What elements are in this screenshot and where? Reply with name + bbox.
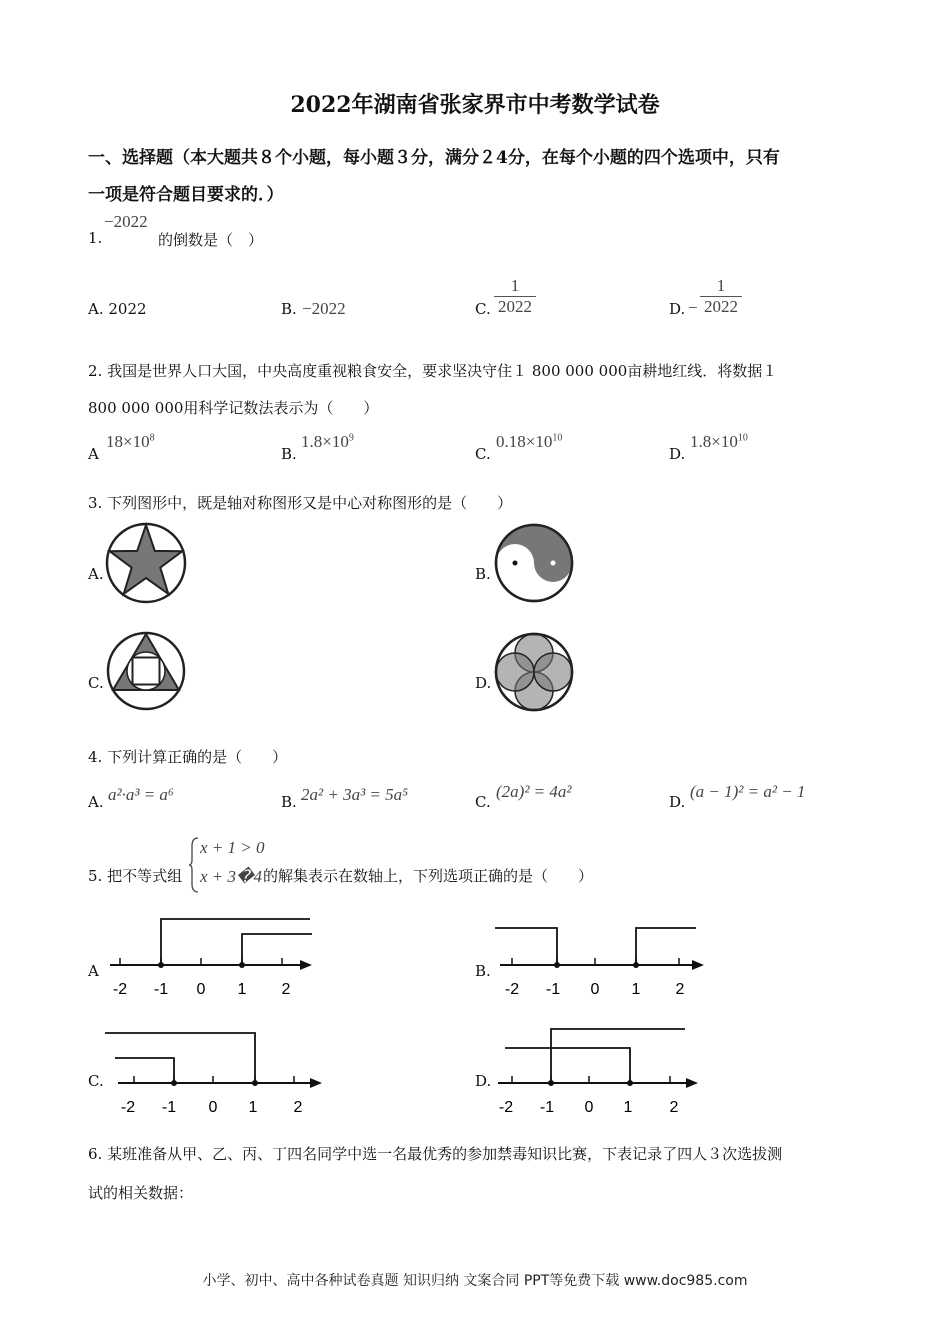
tick-label: 2 xyxy=(675,981,685,998)
q5-option-a-number-line xyxy=(100,912,320,1002)
q5-inequality-2: x + 3�4 xyxy=(200,867,262,886)
q4-option-a-expr: a²·a³ = a⁶ xyxy=(108,785,174,804)
q5-option-d-label: D. xyxy=(475,1072,492,1090)
q1-d-numerator: 1 xyxy=(700,276,742,297)
q2-option-b-expr: $1.8\times 10^9$ xyxy=(301,432,354,451)
tick-label: 0 xyxy=(208,1099,218,1116)
q6-stem-line2: 试的相关数据： xyxy=(88,1184,194,1202)
q4-option-d-label: D. xyxy=(669,793,686,811)
tick-label: 0 xyxy=(196,981,206,998)
q5-option-d-number-line xyxy=(490,1022,710,1116)
q1-option-a: A. 2022 xyxy=(88,300,147,318)
q5-option-a-label: A xyxy=(88,962,99,980)
tick-label: -1 xyxy=(153,981,169,998)
q2-option-c-expr: $0.18\times 10^{10}$ xyxy=(496,432,563,451)
tick-label: -1 xyxy=(539,1099,555,1116)
q3-stem: 3. 下列图形中，既是轴对称图形又是中心对称图形的是（ ） xyxy=(88,494,513,512)
q5-inequality-1: x + 1 > 0 xyxy=(200,838,265,857)
q3-option-b-label: B. xyxy=(475,565,491,583)
q3-option-a-label: A. xyxy=(88,565,104,583)
q1-option-d-label: D. xyxy=(669,300,686,318)
q5-option-b-label: B. xyxy=(475,962,491,980)
tick-label: 1 xyxy=(248,1099,258,1116)
q5-brace xyxy=(188,836,200,894)
triangle-square-circle-figure xyxy=(105,630,187,712)
q1-option-b-label: B. xyxy=(281,300,297,318)
tick-label: -2 xyxy=(498,1099,514,1116)
yin-yang-figure xyxy=(493,522,575,604)
q2-option-c-label: C. xyxy=(475,445,491,463)
q5-prefix: 5. 把不等式组 xyxy=(88,867,183,885)
tick-label: 1 xyxy=(623,1099,633,1116)
q1-option-c-fraction xyxy=(494,276,536,317)
page-title: 2022年湖南省张家界市中考数学试卷 xyxy=(290,92,660,118)
q2-stem-line1: 2. 我国是世界人口大国，中央高度重视粮食安全，要求坚决守住１ 800 000 000亩耕地红线．将数据１ xyxy=(88,362,778,380)
tick-label: -1 xyxy=(161,1099,177,1116)
q1-option-d-sign: − xyxy=(688,298,698,317)
q4-option-b-label: B. xyxy=(281,793,297,811)
q3-option-d-label: D. xyxy=(475,674,492,692)
q1-c-denominator: 2022 xyxy=(498,297,532,316)
q4-option-d-expr: (a − 1)² = a² − 1 xyxy=(690,782,806,801)
q5-option-c-number-line xyxy=(100,1022,330,1116)
tick-label: 2 xyxy=(669,1099,679,1116)
q2-option-a-expr: $18\times 10^8$ xyxy=(106,432,155,451)
q1-d-denominator: 2022 xyxy=(704,297,738,316)
q5-option-c-label: C. xyxy=(88,1072,104,1090)
q2-option-a-label: A xyxy=(88,445,99,463)
q2-option-b-label: B. xyxy=(281,445,297,463)
q1-number: 1. xyxy=(88,229,103,247)
q1-stem: 的倒数是（ ） xyxy=(158,231,264,249)
q1-c-numerator: 1 xyxy=(494,276,536,297)
tick-label: 2 xyxy=(293,1099,303,1116)
q1-option-c-label: C. xyxy=(475,300,491,318)
q6-stem-line1: 6. 某班准备从甲、乙、丙、丁四名同学中选一名最优秀的参加禁毒知识比赛，下表记录了四人３次选拔测 xyxy=(88,1145,783,1163)
tick-label: 0 xyxy=(590,981,600,998)
q3-option-c-label: C. xyxy=(88,674,104,692)
tick-label: -2 xyxy=(120,1099,136,1116)
section-heading-line2: 一项是符合题目要求的．） xyxy=(88,185,284,205)
q1-expression: −2022 xyxy=(104,212,148,231)
section-heading-line1: 一、选择题（本大题共８个小题，每小题３分，满分２4分，在每个小题的四个选项中，只有 xyxy=(88,148,780,168)
q2-option-d-expr: $1.8\times 10^{10}$ xyxy=(690,432,748,451)
q2-stem-line2: 800 000 000用科学记数法表示为（ ） xyxy=(88,399,379,417)
q4-option-c-expr: (2a)² = 4a² xyxy=(496,782,572,801)
tick-label: 1 xyxy=(631,981,641,998)
q5-option-b-number-line xyxy=(490,912,710,1002)
q1-option-d-fraction xyxy=(700,276,742,317)
tick-label: -2 xyxy=(504,981,520,998)
q4-option-b-expr: 2a² + 3a³ = 5a⁵ xyxy=(301,785,409,804)
tick-label: 1 xyxy=(237,981,247,998)
q4-stem: 4. 下列计算正确的是（ ） xyxy=(88,748,288,766)
star-in-circle-figure xyxy=(104,521,188,605)
q5-suffix: 的解集表示在数轴上，下列选项正确的是（ ） xyxy=(263,867,594,885)
tick-label: 2 xyxy=(281,981,291,998)
four-petal-circle-figure xyxy=(493,631,575,713)
page-footer: 小学、初中、高中各种试卷真题 知识归纳 文案合同 PPT等免费下载 www.doc985.com xyxy=(202,1273,748,1289)
q4-option-a-label: A. xyxy=(88,793,104,811)
q1-option-b-expr: −2022 xyxy=(302,299,346,318)
tick-label: 0 xyxy=(584,1099,594,1116)
q2-option-d-label: D. xyxy=(669,445,686,463)
tick-label: -2 xyxy=(112,981,128,998)
q4-option-c-label: C. xyxy=(475,793,491,811)
tick-label: -1 xyxy=(545,981,561,998)
